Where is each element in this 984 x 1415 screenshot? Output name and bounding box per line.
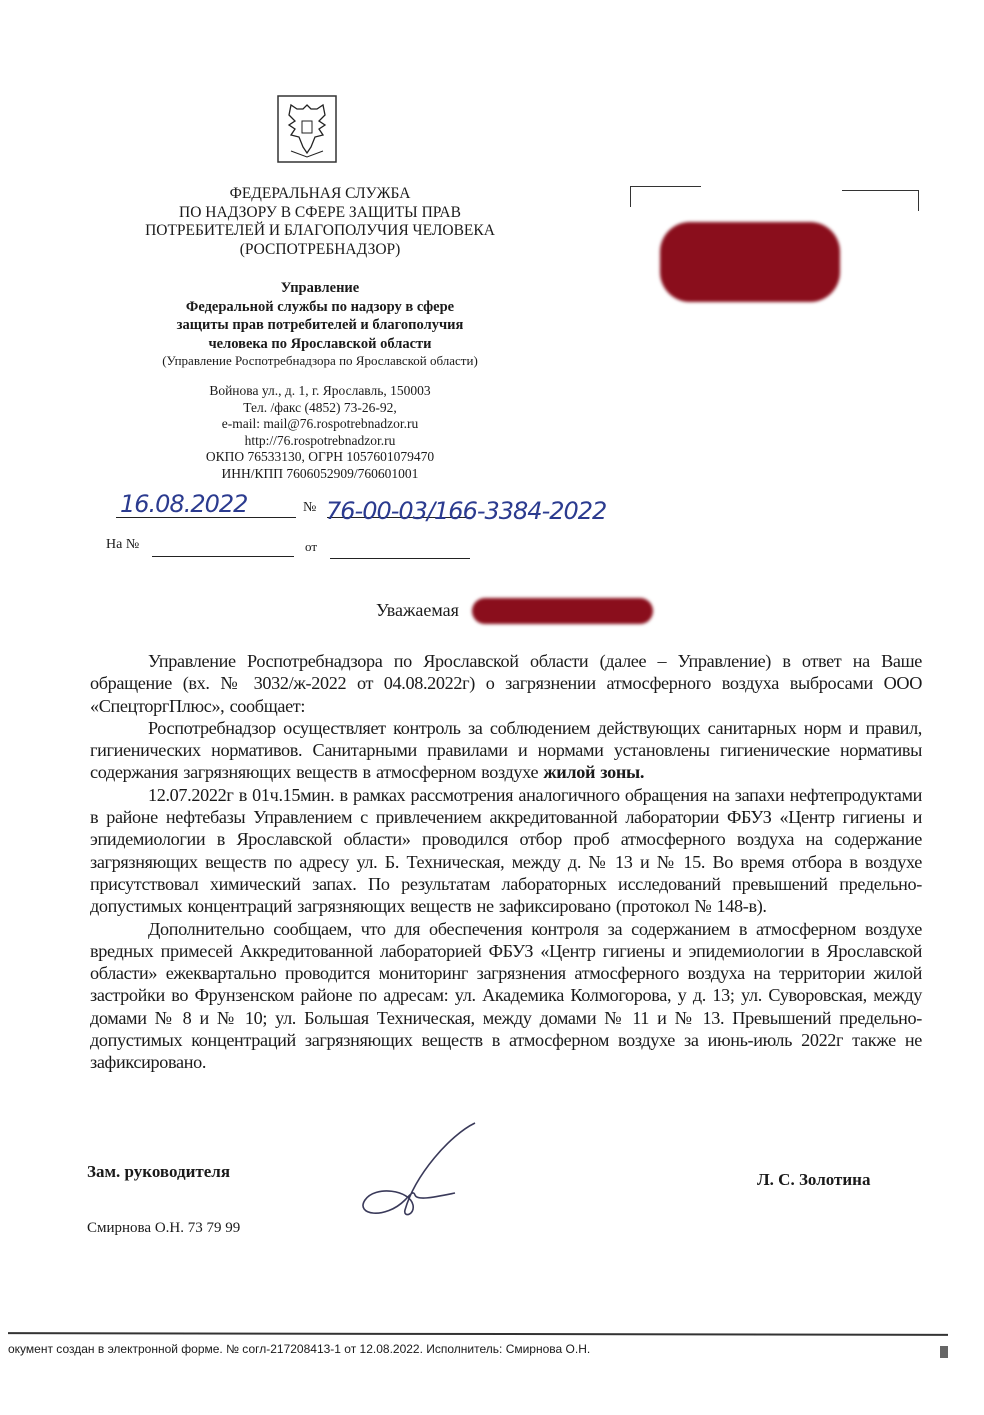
department-line: человека по Ярославской области bbox=[208, 335, 432, 352]
addressee-corner-left bbox=[630, 186, 701, 207]
footer-note: окумент создан в электронной форме. № согл-217208413-1 от 12.08.2022. Исполнитель: Смирнова О.Н. bbox=[8, 1342, 591, 1356]
department-line: защиты прав потребителей и благополучия bbox=[176, 317, 464, 333]
signer-position: Зам. руководителя bbox=[87, 1162, 231, 1181]
agency-name-line: ПО НАДЗОРУ В СФЕРЕ ЗАЩИТЫ ПРАВ bbox=[179, 203, 461, 221]
paragraph-2 bbox=[90, 717, 922, 784]
footer-divider bbox=[8, 1332, 948, 1336]
agency-name-line: ПОТРЕБИТЕЛЕЙ И БЛАГОПОЛУЧИЯ ЧЕЛОВЕКА bbox=[145, 222, 495, 239]
paragraph-3: 12.07.2022г в 01ч.15мин. в рамках рассмотрения аналогичного обращения на запахи нефтепродуктами в районе нефтебазы Управлением с привлечением аккредитованной лаборатории ФБУЗ «Центр гигиены и эпидемиологии в Ярославской области» проводился отбор проб атмосферного воздуха на содержание загрязняющих веществ по адресу ул. Б. Техническая, между д. № 13 и № 15. Во время отбора в воздухе присутствовал химический запах. По результатам лабораторных исследований превышений предельно-допустимых концентраций загрязняющих веществ не зафиксировано (протокол № 148-в). bbox=[90, 784, 922, 917]
addressee-corner-right bbox=[842, 190, 919, 211]
email-line: e-mail: mail@76.rospotrebnadzor.ru bbox=[221, 416, 419, 431]
department-short-name: (Управление Роспотребнадзора по Ярославской области) bbox=[162, 353, 478, 368]
ref-from-label: от bbox=[305, 539, 318, 554]
paragraph-1: Управление Роспотребнадзора по Ярославской области (далее – Управление) в ответ на Ваше обращение (вх. № 3032/ж-2022 от 04.08.2022г) о загрязнении атмосферного воздуха выбросами ООО «СпецторгПлюс», сообщает: bbox=[90, 651, 922, 716]
handwritten-signature bbox=[355, 1115, 495, 1230]
department-line: Управление bbox=[280, 280, 360, 296]
number-label: № bbox=[303, 500, 317, 515]
ref-number-label: На № bbox=[106, 537, 140, 552]
signer-name: Л. С. Золотина bbox=[757, 1170, 871, 1189]
letter-body bbox=[90, 650, 922, 1074]
handwritten-date: 16.08.2022 bbox=[120, 490, 248, 518]
coat-of-arms-emblem bbox=[277, 95, 337, 163]
paragraph-2-text: Роспотребнадзор осуществляет контроль за соблюдением действующих санитарных норм и правил, гигиенических нормативов. Санитарными правилами и нормами установлены гигиенические нормативы содержания загрязняющих веществ в атмосферном воздухе bbox=[90, 717, 922, 783]
paragraph-4: Дополнительно сообщаем, что для обеспечения контроля за содержанием в атмосферном воздухе вредных примесей Аккредитованной лабораторией ФБУЗ «Центр гигиены и эпидемиологии в Ярославской области» ежеквартально проводится мониторинг загрязнения атмосферного воздуха на территории жилой застройки во Фрунзенском районе по адресам: ул. Академика Колмогорова, у д. 13; ул. Суворовская, между домами № 8 и № 10; ул. Большая Техническая, между домами № 11 и № 13. Превышений предельно-допустимых концентраций загрязняющих веществ в атмосферном воздухе за июнь-июль 2022г также не зафиксировано. bbox=[90, 918, 922, 1073]
registration-line: ОКПО 76533130, ОГРН 1057601079470 bbox=[205, 449, 435, 464]
greeting: Уважаемая bbox=[376, 600, 459, 620]
agency-name-line: ФЕДЕРАЛЬНАЯ СЛУЖБА bbox=[229, 185, 411, 202]
tax-id-line: ИНН/КПП 7606052909/760601001 bbox=[221, 465, 419, 481]
agency-name-line: (РОСПОТРЕБНАДЗОР) bbox=[239, 240, 401, 258]
handwritten-number: 76-00-03/166-3384-2022 bbox=[326, 497, 607, 525]
redacted-addressee bbox=[660, 222, 840, 302]
department-line: Федеральной службы по надзору в сфере bbox=[185, 298, 455, 315]
website-line: http://76.rospotrebnadzor.ru bbox=[244, 432, 396, 448]
executor-contact: Смирнова О.Н. 73 79 99 bbox=[87, 1220, 241, 1236]
paragraph-2-bold: жилой зоны. bbox=[543, 762, 645, 783]
address-line: Войнова ул., д. 1, г. Ярославль, 150003 bbox=[209, 383, 431, 398]
phone-line: Тел. /факс (4852) 73-26-92, bbox=[243, 399, 397, 415]
footer-mark-icon bbox=[940, 1346, 948, 1358]
redacted-name bbox=[472, 598, 653, 624]
